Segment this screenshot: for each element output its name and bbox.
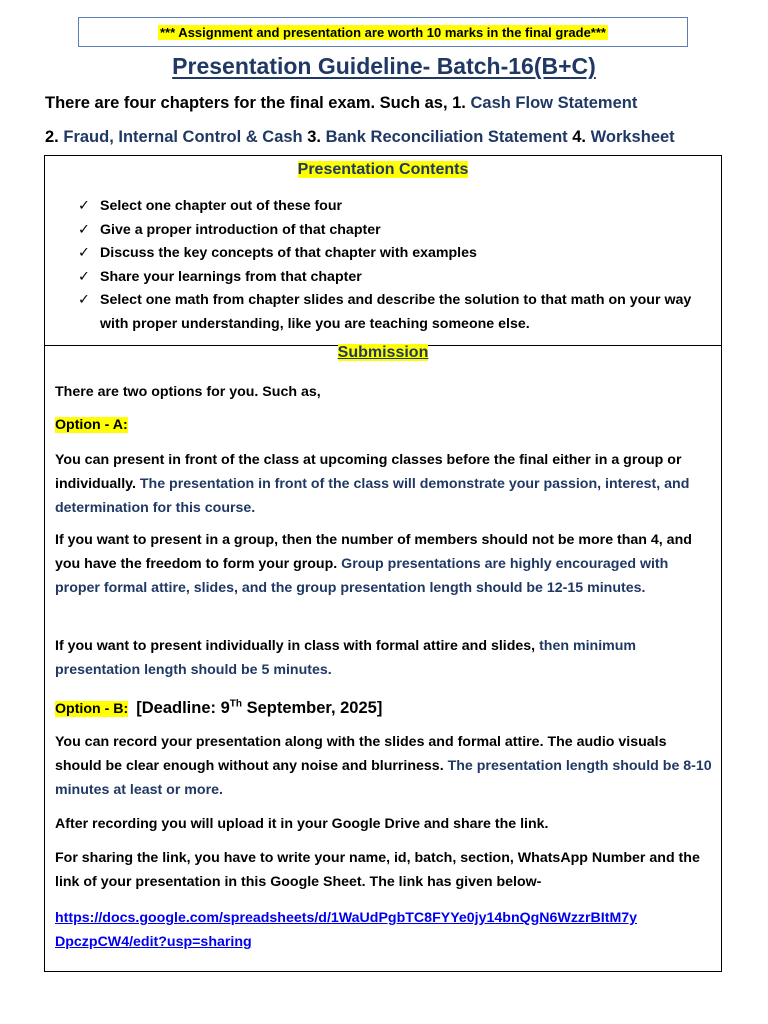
intro-prefix: There are four chapters for the final exam. Such as, 1.	[45, 94, 466, 112]
chapter-1: Cash Flow Statement	[470, 94, 638, 112]
deadline	[136, 699, 382, 717]
chapter-4-number: 4.	[572, 128, 587, 146]
deadline-suffix: September, 2025]	[246, 698, 383, 717]
options-intro: There are two options for you. Such as,	[55, 384, 321, 400]
check-icon: ✓	[78, 198, 90, 214]
contents-heading-text: Presentation Contents	[297, 161, 469, 178]
paragraph-highlight-text: The presentation in front of the class will demonstrate your passion, interest, and determination for this course.	[55, 476, 690, 516]
list-item	[78, 195, 698, 219]
google-sheet-link[interactable]	[55, 910, 637, 950]
grade-notice-box	[78, 17, 688, 47]
intro-line-2	[45, 128, 675, 147]
option-b-paragraph-3: For sharing the link, you have to write your name, id, batch, section, WhatsApp Number and the link of your presentation in this Google Sheet. The link has given below-	[55, 850, 700, 890]
chapter-2-number: 2.	[45, 128, 59, 146]
list-item-text: Share your learnings from that chapter	[100, 268, 362, 285]
option-b-label-text: Option - B:	[55, 700, 129, 717]
option-b-label	[55, 692, 715, 721]
option-a-label	[55, 413, 715, 437]
list-item-text: Select one math from chapter slides and describe the solution to that math on your way with proper understanding, like you are teaching someone else.	[100, 292, 692, 332]
list-item-text: Discuss the key concepts of that chapter with examples	[100, 245, 477, 261]
chapter-3-number: 3.	[307, 128, 321, 146]
contents-heading	[45, 161, 721, 179]
check-icon: ✓	[78, 221, 90, 238]
paragraph-text: You can present in front of the class at upcoming classes before the final either in a group or individually.	[55, 452, 682, 492]
paragraph-text: If you want to present in a group, then the number of members should not be more than 4, and you have the freedom to form your group.	[55, 532, 692, 572]
paragraph-highlight-text: The presentation length should be 8-10 minutes at least or more.	[55, 758, 712, 798]
deadline-prefix: [Deadline: 9	[136, 698, 230, 717]
link-line-2: DpczpCW4/edit?usp=sharing	[55, 934, 252, 950]
submission-heading	[45, 344, 721, 362]
check-icon: ✓	[78, 292, 90, 308]
intro-line-1	[45, 94, 637, 113]
paragraph-text: If you want to present individually in class with formal attire and slides,	[55, 638, 536, 654]
chapter-3: Bank Reconciliation Statement	[325, 128, 568, 146]
contents-list	[78, 195, 698, 336]
option-b-paragraph-1	[55, 730, 715, 802]
paragraph-text: You can record your presentation along with the slides and formal attire. The audio visuals should be clear enough without any noise and blurriness.	[55, 734, 667, 774]
option-a-paragraph-1	[55, 448, 715, 520]
option-a-paragraph-3	[55, 634, 715, 682]
check-icon: ✓	[78, 245, 90, 261]
grade-notice-text: *** Assignment and presentation are worth 10 marks in the final grade***	[160, 24, 606, 40]
contents-box	[44, 155, 722, 346]
chapter-2: Fraud, Internal Control & Cash	[63, 128, 303, 146]
chapter-4: Worksheet	[590, 128, 675, 146]
list-item-text: Select one chapter out of these four	[100, 198, 343, 214]
link-line-1: https://docs.google.com/spreadsheets/d/1WaUdPgbTC8FYYe0jy14bnQgN6WzzrBItM7y	[55, 910, 638, 926]
submission-heading-text: Submission	[337, 344, 429, 361]
list-item	[78, 242, 698, 266]
list-item	[78, 219, 698, 243]
list-item	[78, 266, 698, 290]
option-a-paragraph-2	[55, 528, 715, 600]
list-item-text: Give a proper introduction of that chapter	[100, 221, 381, 238]
paragraph-highlight-text: then minimum presentation length should be 5 minutes.	[55, 638, 637, 678]
option-b-paragraph-2: After recording you will upload it in your Google Drive and share the link.	[55, 816, 549, 832]
paragraph-highlight-text: Group presentations are highly encouraged with proper formal attire, slides, and the group presentation length should be 12-15 minutes.	[55, 556, 669, 596]
check-icon: ✓	[78, 268, 90, 285]
sheet-link-paragraph	[55, 906, 715, 954]
list-item	[78, 289, 698, 336]
submission-box	[44, 345, 722, 972]
document-title: Presentation Guideline- Batch-16(B+C)	[172, 53, 596, 79]
option-a-label-text: Option - A:	[55, 417, 128, 433]
deadline-superscript: Th	[229, 698, 242, 709]
